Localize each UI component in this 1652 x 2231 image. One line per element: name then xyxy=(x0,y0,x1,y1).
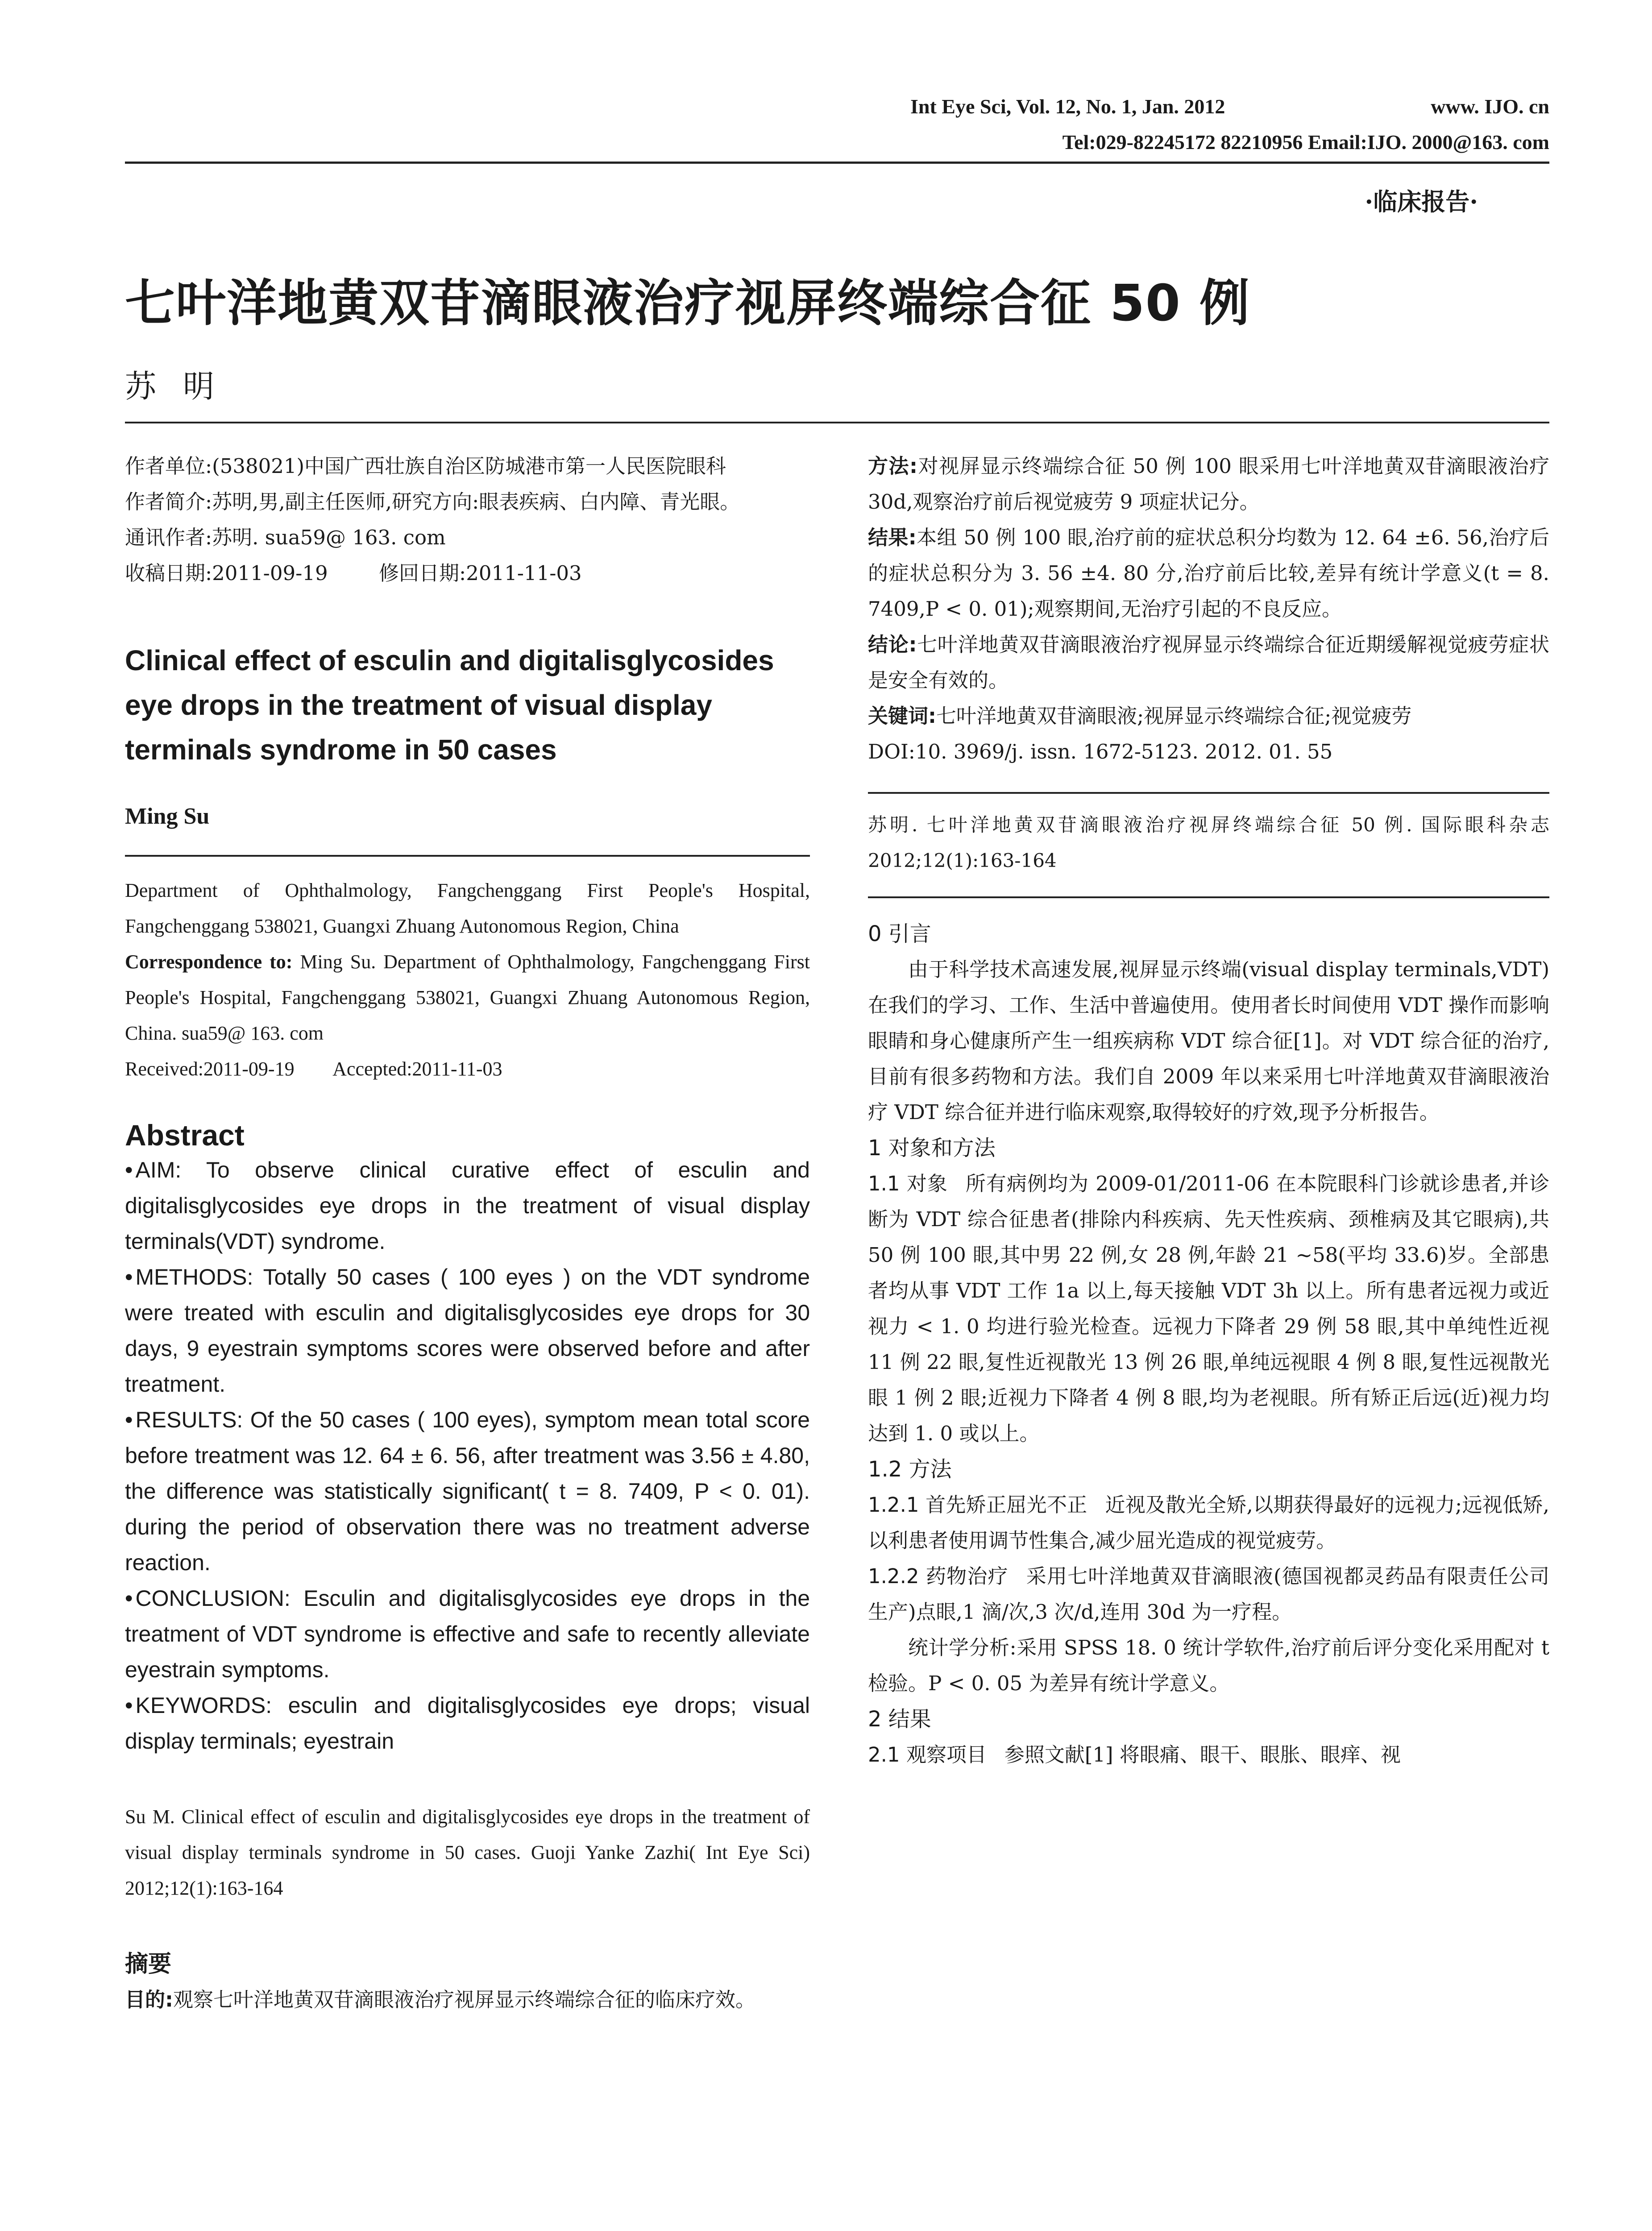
cn-keywords xyxy=(868,698,1549,734)
results-label: 结果: xyxy=(868,526,917,549)
article-title: 七叶洋地黄双苷滴眼液治疗视屏终端综合征 50 例 xyxy=(125,274,1250,332)
left-column xyxy=(125,448,810,2018)
author-bio: 作者简介:苏明,男,副主任医师,研究方向:眼表疾病、白内障、青光眼。 xyxy=(125,490,740,514)
journal-website: www. IJO. cn xyxy=(1431,95,1549,118)
conclusion-text: 七叶洋地黄双苷滴眼液治疗视屏显示终端综合征近期缓解视觉疲劳症状是安全有效的。 xyxy=(868,633,1549,692)
section-2-heading: 2 结果 xyxy=(868,1707,931,1732)
english-dates: Received:2011-09-19 Accepted:2011-11-03 xyxy=(125,1058,502,1080)
affiliation: 作者单位:(538021)中国广西壮族自治区防城港市第一人民医院眼科 xyxy=(125,454,726,478)
english-affiliation: Department of Ophthalmology, Fangchenggang First People's Hospital, Fangchenggang 538021, Guangxi Zhuang Autonomous Region, China xyxy=(125,879,810,937)
section-1-heading: 1 对象和方法 xyxy=(868,1136,996,1161)
conclusion-label: 结论: xyxy=(868,633,917,656)
doi-rule xyxy=(868,792,1549,794)
section-2-1-text: 参照文献[1] 将眼痛、眼干、眼胀、眼痒、视 xyxy=(1004,1743,1401,1767)
abstract-methods: • METHODS: Totally 50 cases ( 100 eyes ) on the VDT syndrome were treated with esculin and digitalisglycosides eye drops for 30 days, 9 eyestrain symptoms scores were observed before and after treatment. xyxy=(125,1259,810,1402)
aim-label: 目的: xyxy=(125,1988,173,2011)
correspondence-label: Correspondence to: xyxy=(125,951,293,973)
english-citation: Su M. Clinical effect of esculin and digitalisglycosides eye drops in the treatment of visual display terminals syndrome in 50 cases. Guoji Yanke Zazhi( Int Eye Sci) 2012;12(1):163-164 xyxy=(125,1806,810,1899)
abstract-results: • RESULTS: Of the 50 cases ( 100 eyes), symptom mean total score before treatment was 12. 64 ± 6. 56, after treatment was 3.56 ± 4.80, the difference was statistically significant( t = 8. 7409, P < 0. 01). during the period of observation there was no treatment adverse reaction. xyxy=(125,1402,810,1580)
english-title: Clinical effect of esculin and digitalisglycosides eye drops in the treatment of visual display terminals syndrome in 50 cases xyxy=(125,644,774,766)
cn-methods xyxy=(868,448,1549,520)
journal-info: Int Eye Sci, Vol. 12, No. 1, Jan. 2012 xyxy=(910,95,1225,118)
section-1-1-label: 1.1 对象 xyxy=(868,1172,948,1195)
section-tag: ·临床报告· xyxy=(1365,187,1478,216)
right-column xyxy=(868,448,1549,1773)
abstract-heading: Abstract xyxy=(125,1119,245,1152)
cn-results xyxy=(868,520,1549,627)
english-author: Ming Su xyxy=(125,804,210,829)
section-0-heading: 0 引言 xyxy=(868,921,931,946)
submission-dates: 收稿日期:2011-09-19 修回日期:2011-11-03 xyxy=(125,561,582,585)
journal-contact: Tel:029-82245172 82210956 Email:IJO. 2000@163. com xyxy=(1062,131,1549,153)
correspondence-text: Ming Su. Department of Ophthalmology, Fangchenggang First People's Hospital, Fangchenggang 538021, Guangxi Zhuang Autonomous Region, China. sua59@ 163. com xyxy=(125,951,810,1044)
title-rule xyxy=(125,422,1549,423)
chinese-aim xyxy=(125,1982,810,2018)
section-1-2-heading: 1.2 方法 xyxy=(868,1457,952,1482)
section-2-1-label: 2.1 观察项目 xyxy=(868,1743,987,1767)
methods-label: 方法: xyxy=(868,454,918,478)
article-author: 苏明 xyxy=(125,368,241,405)
keywords-text: 七叶洋地黄双苷滴眼液;视屏显示终端综合征;视觉疲劳 xyxy=(936,704,1412,728)
section-1-2-1-text: 近视及散光全矫,以期获得最好的远视力;远视低矫,以利患者使用调节性集合,减少屈光造成的视觉疲劳。 xyxy=(868,1493,1549,1552)
results-text: 本组 50 例 100 眼,治疗前的症状总积分均数为 12. 64 ±6. 56,治疗后的症状总积分为 3. 56 ±4. 80 分,治疗前后比较,差异有统计学意义(t = 8. 7409,P < 0. 01);观察期间,无治疗引起的不良反应。 xyxy=(868,526,1550,621)
section-1-2-1-label: 1.2.1 首先矫正屈光不正 xyxy=(868,1493,1087,1517)
aim-text: 观察七叶洋地黄双苷滴眼液治疗视屏显示终端综合征的临床疗效。 xyxy=(173,1988,756,2011)
keywords-label: 关键词: xyxy=(868,704,936,728)
section-1-2-2-label: 1.2.2 药物治疗 xyxy=(868,1564,1009,1588)
section-1-1 xyxy=(868,1166,1549,1451)
doi: DOI:10. 3969/j. issn. 1672-5123. 2012. 01. 55 xyxy=(868,740,1333,763)
section-0-text: 由于科学技术高速发展,视屏显示终端(visual display terminals,VDT)在我们的学习、工作、生活中普遍使用。使用者长时间使用 VDT 操作而影响眼睛和身心健康所产生一组疾病称 VDT 综合征[1]。对 VDT 综合征的治疗,目前有很多药物和方法。我们自 2009 年以来采用七叶洋地黄双苷滴眼液治疗 VDT 综合征并进行临床观察,取得较好的疗效,现予分析报告。 xyxy=(868,958,1549,1124)
header-rule xyxy=(125,162,1549,164)
section-1-1-text: 所有病例均为 2009-01/2011-06 在本院眼科门诊就诊患者,并诊断为 VDT 综合征患者(排除内科疾病、先天性疾病、颈椎病及其它眼病),共 50 例 100 眼,其中男 22 例,女 28 例,年龄 21 ~58(平均 33.6)岁。全部患者均从事 VDT 工作 1a 以上,每天接触 VDT 3h 以上。所有患者远视力或近视力 < 1. 0 均进行验光检查。远视力下降者 29 例 58 眼,其中单纯性近视 11 例 22 眼,复性近视散光 13 例 26 眼,单纯远视眼 4 例 8 眼,复性远视散光眼 1 例 2 眼;近视力下降者 4 例 8 眼,均为老视眼。所有矫正后远(近)视力均达到 1. 0 或以上。 xyxy=(868,1172,1549,1445)
cn-conclusion xyxy=(868,627,1549,698)
english-correspondence xyxy=(125,944,810,1051)
abstract-keywords: • KEYWORDS: esculin and digitalisglycosides eye drops; visual display terminals; eyestrain xyxy=(125,1688,810,1759)
corresponding-author: 通讯作者:苏明. sua59@ 163. com xyxy=(125,526,446,549)
abstract-aim: • AIM: To observe clinical curative effect of esculin and digitalisglycosides eye drops in the treatment of visual display terminals(VDT) syndrome. xyxy=(125,1152,810,1259)
statistics-text: 统计学分析:采用 SPSS 18. 0 统计学软件,治疗前后评分变化采用配对 t 检验。P < 0. 05 为差异有统计学意义。 xyxy=(868,1636,1549,1695)
abstract-conclusion: • CONCLUSION: Esculin and digitalisglycosides eye drops in the treatment of VDT syndrome is effective and safe to recently alleviate eyestrain symptoms. xyxy=(125,1580,810,1688)
citation-rule xyxy=(868,896,1549,898)
section-1-2-2 xyxy=(868,1559,1549,1630)
chinese-abstract-heading: 摘要 xyxy=(125,1951,172,1978)
methods-text: 对视屏显示终端综合征 50 例 100 眼采用七叶洋地黄双苷滴眼液治疗 30d,观察治疗前后视觉疲劳 9 项症状记分。 xyxy=(868,454,1550,514)
cn-citation: 苏明. 七叶洋地黄双苷滴眼液治疗视屏终端综合征 50 例. 国际眼科杂志 2012;12(1):163-164 xyxy=(868,814,1549,871)
section-1-2-2-text: 采用七叶洋地黄双苷滴眼液(德国视都灵药品有限责任公司生产)点眼,1 滴/次,3 次/d,连用 30d 为一疗程。 xyxy=(868,1564,1549,1624)
section-1-2-1 xyxy=(868,1487,1549,1559)
section-2-1 xyxy=(868,1737,1549,1773)
author-rule xyxy=(125,855,810,857)
